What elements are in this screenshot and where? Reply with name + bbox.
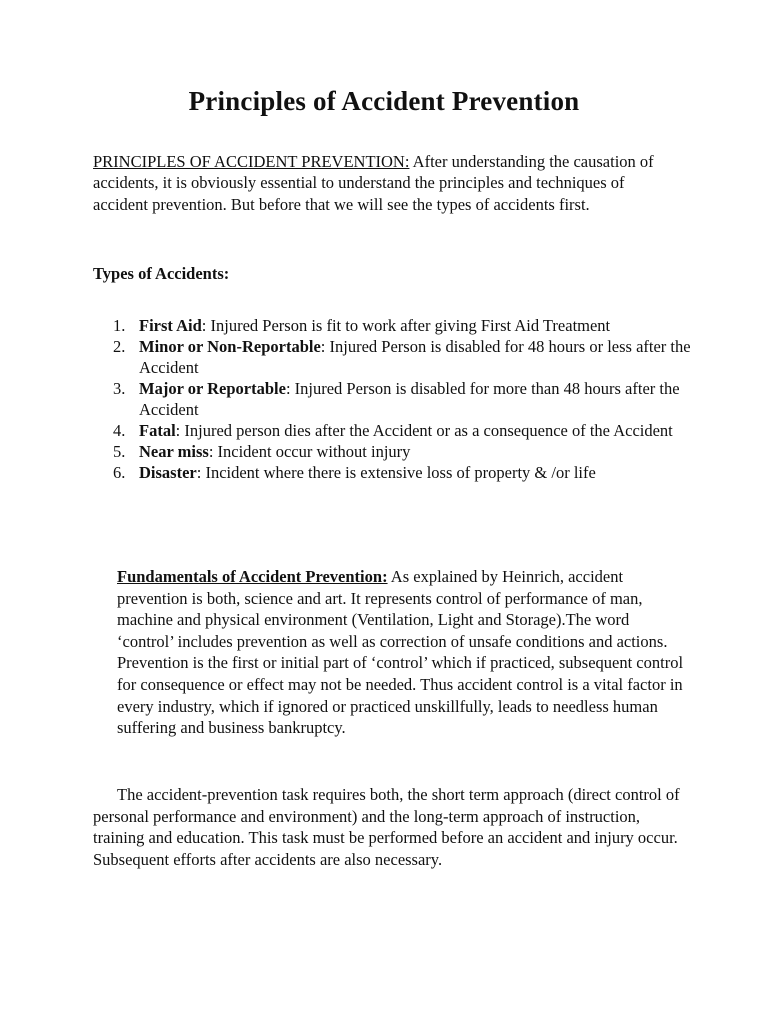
list-number: 4. <box>113 421 126 440</box>
list-description: : Injured Person is fit to work after giving First Aid Treatment <box>201 316 611 335</box>
list-term: Disaster <box>139 463 197 482</box>
list-number: 6. <box>113 463 126 482</box>
list-item <box>113 441 693 462</box>
list-description: : Injured Person is disabled for 48 hours or less after the Accident <box>139 337 691 377</box>
closing-paragraph: The accident-prevention task requires both, the short term approach (direct control of personal performance and environment) and the long-term approach of instruction, training and education. This task must be performed before an accident and injury occur. Subsequent efforts after accidents are also necessary. <box>93 785 680 869</box>
list-number: 2. <box>113 337 126 356</box>
page-title: Principles of Accident Prevention <box>188 86 580 116</box>
list-description: : Incident where there is extensive loss of property & /or life <box>196 463 596 482</box>
list-number: 3. <box>113 379 126 398</box>
list-item <box>113 336 693 378</box>
list-item <box>113 420 693 441</box>
list-term: Minor or Non-Reportable <box>139 337 321 356</box>
list-description: : Injured person dies after the Accident or as a consequence of the Accident <box>175 421 673 440</box>
accident-types-list <box>113 315 693 483</box>
list-term: Fatal <box>139 421 176 440</box>
types-heading: Types of Accidents: <box>93 264 230 283</box>
fundamentals-paragraph <box>117 566 687 739</box>
list-item <box>113 378 693 420</box>
intro-paragraph <box>93 151 683 215</box>
list-item <box>113 315 693 336</box>
list-number: 1. <box>113 316 126 335</box>
fundamentals-lead: Fundamentals of Accident Prevention: <box>117 567 388 586</box>
intro-lead: PRINCIPLES OF ACCIDENT PREVENTION: <box>93 152 410 171</box>
list-term: Near miss <box>139 442 209 461</box>
list-description: : Incident occur without injury <box>208 442 411 461</box>
list-item <box>113 462 693 483</box>
list-term: First Aid <box>139 316 202 335</box>
fundamentals-body: As explained by Heinrich, accident prevention is both, science and art. It represents control of performance of man, machine and physical environment (Ventilation, Light and Storage).The word ‘control’ includes prevention as well as correction of unsafe conditions and actions. Prevention is the first or initial part of ‘control’ which if practiced, subsequent control for consequence or effect may not be needed. Thus accident control is a vital factor in every industry, which if ignored or practiced unskillfully, leads to needless human suffering and business bankruptcy. <box>117 567 684 738</box>
list-term: Major or Reportable <box>139 379 286 398</box>
list-description: : Injured Person is disabled for more than 48 hours after the Accident <box>139 379 680 419</box>
list-number: 5. <box>113 442 126 461</box>
intro-body: After understanding the causation of accidents, it is obviously essential to understand the principles and techniques of accident prevention. But before that we will see the types of accidents first. <box>93 152 654 214</box>
